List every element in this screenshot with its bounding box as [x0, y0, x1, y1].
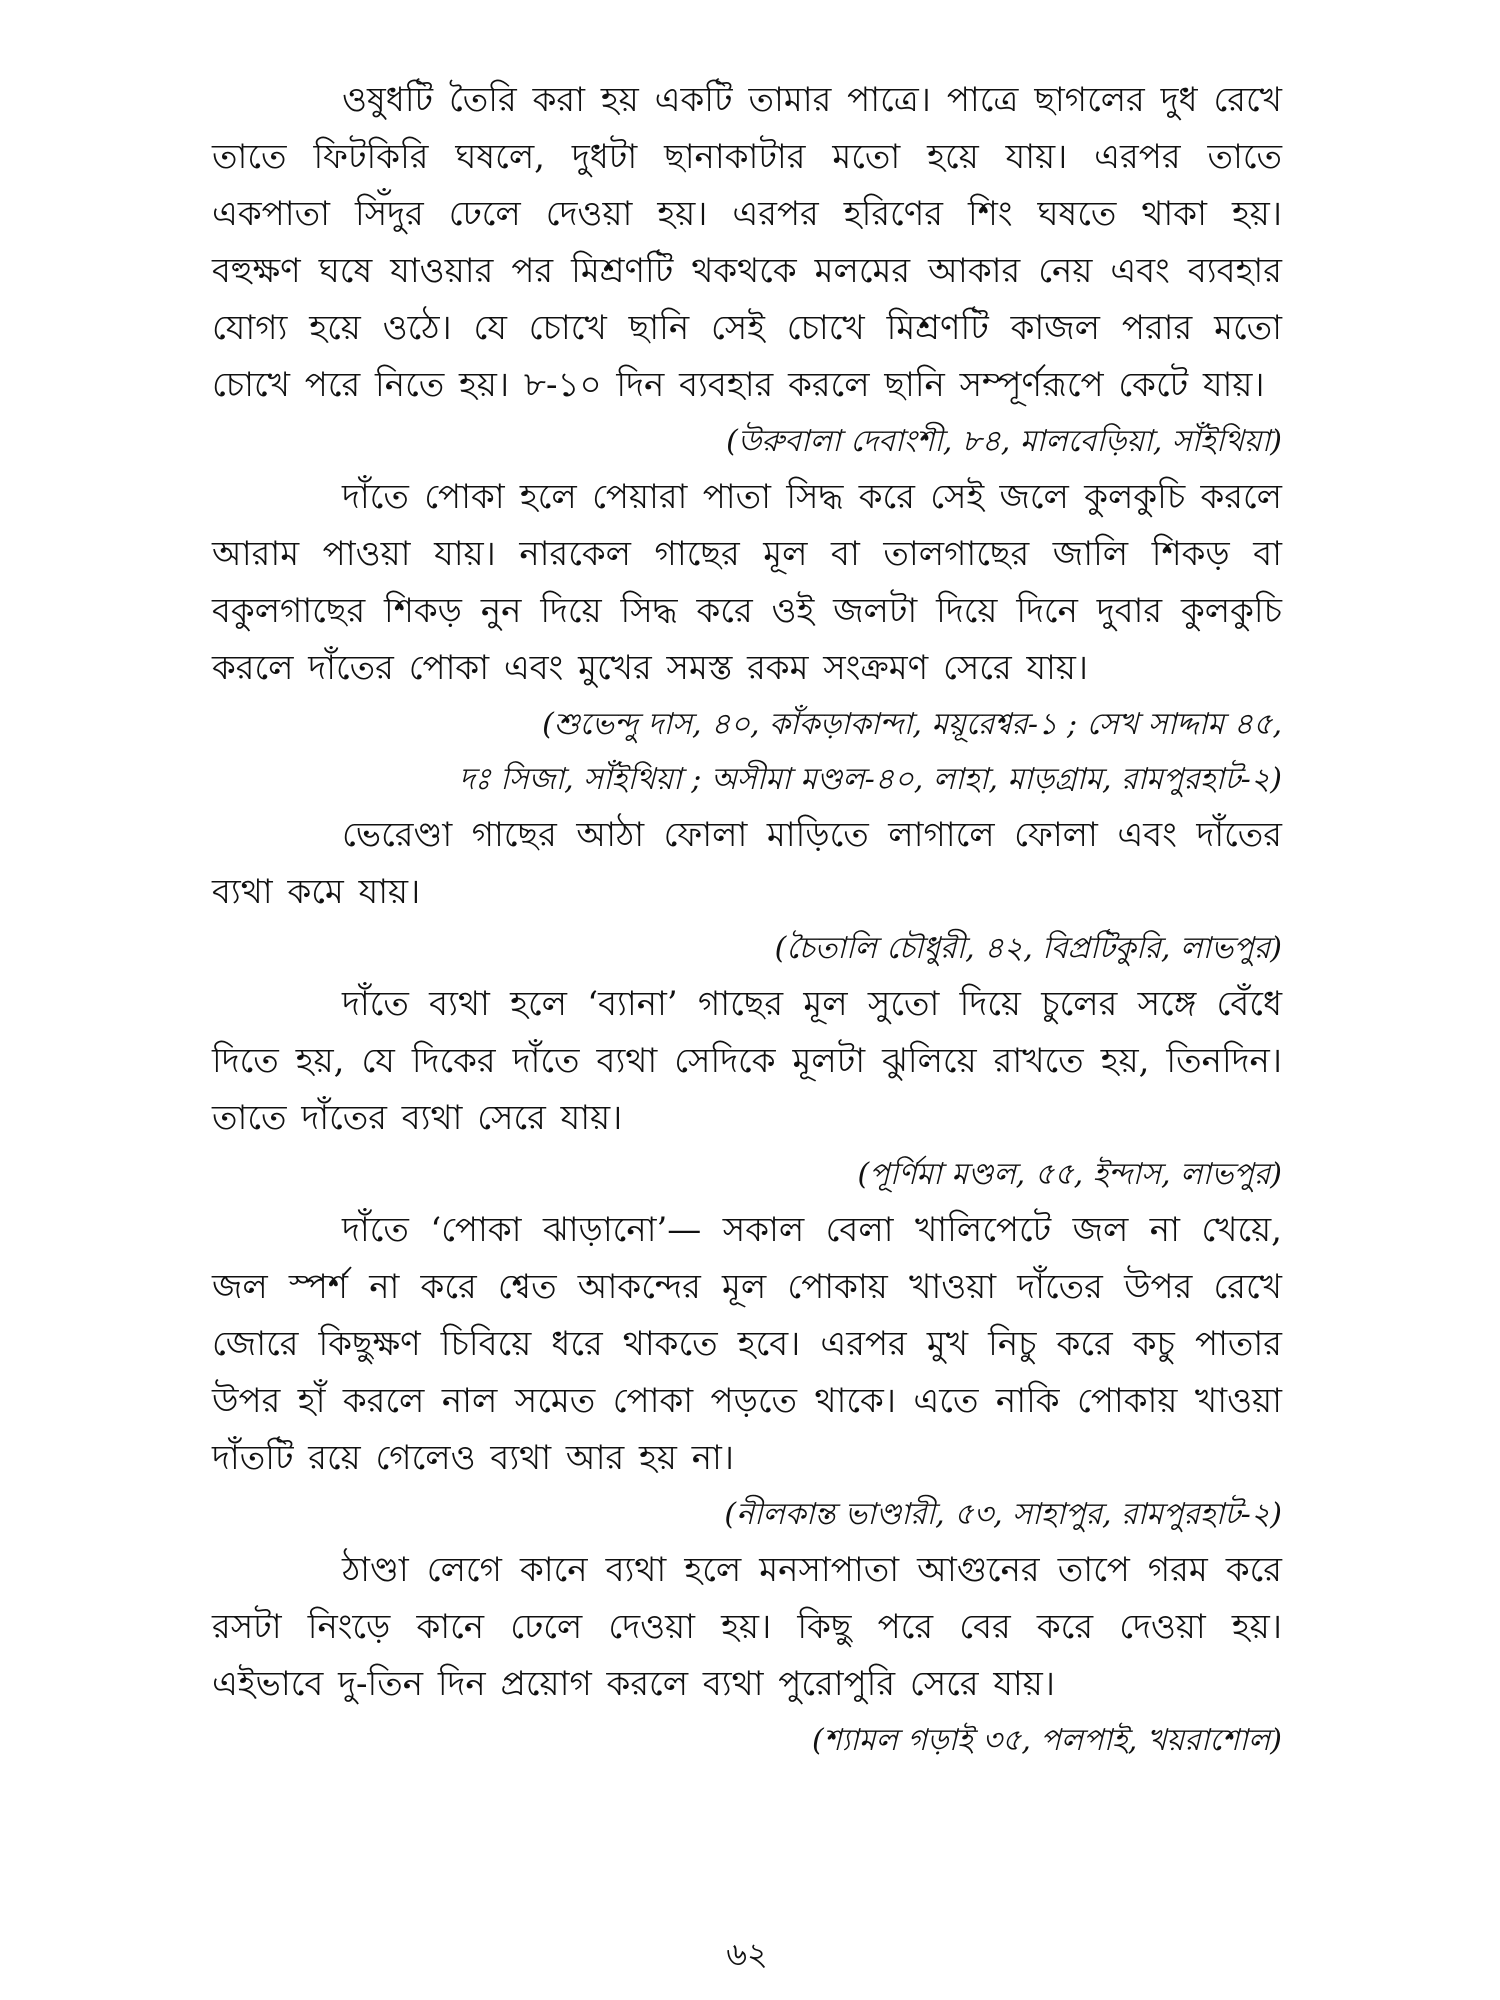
remedy-entry-gum-swelling [212, 807, 1282, 976]
source-citation [212, 1147, 1282, 1202]
remedy-entry-cataract [212, 72, 1282, 469]
citation-line: (চৈতালি চৌধুরী, ৪২, বিপ্রটিকুরি, লাভপুর) [774, 931, 1282, 966]
document-page [212, 72, 1282, 1972]
remedy-paragraph: দাঁতে ব্যথা হলে ‘ব্যানা’ গাছের মূল সুতো দিয়ে চুলের সঙ্গে বেঁধে দিতে হয়, যে দিকের দাঁতে ব্যথা সেদিকে মূলটা ঝুলিয়ে রাখতে হয়, তিনদিন। তাতে দাঁতের ব্যথা সেরে যায়। [212, 984, 1282, 1138]
remedy-paragraph: দাঁতে ‘পোকা ঝাড়ানো’— সকাল বেলা খালিপেটে জল না খেয়ে, জল স্পর্শ না করে শ্বেত আকন্দের মূল পোকায় খাওয়া দাঁতের উপর রেখে জোরে কিছুক্ষণ চিবিয়ে ধরে থাকতে হবে। এরপর মুখ নিচু করে কচু পাতার উপর হাঁ করলে নাল সমেত পোকা পড়তে থাকে। এতে নাকি পোকায় খাওয়া দাঁতটি রয়ে গেলেও ব্যথা আর হয় না। [212, 1210, 1282, 1478]
source-citation [212, 414, 1282, 469]
citation-line: (শুভেন্দু দাস, ৪০, কাঁকড়াকান্দা, ময়ূরেশ্বর-১ ; সেখ সাদ্দাম ৪৫, [542, 707, 1282, 742]
remedy-entry-tooth-worm [212, 469, 1282, 807]
remedy-paragraph: ঠাণ্ডা লেগে কানে ব্যথা হলে মনসাপাতা আগুনের তাপে গরম করে রসটা নিংড়ে কানে ঢেলে দেওয়া হয়। কিছু পরে বের করে দেওয়া হয়। এইভাবে দু-তিন দিন প্রয়োগ করলে ব্যথা পুরোপুরি সেরে যায়। [212, 1550, 1282, 1704]
remedy-entry-toothache-root [212, 976, 1282, 1202]
source-citation [212, 1487, 1282, 1542]
source-citation [212, 697, 1282, 807]
remedy-entry-earache [212, 1542, 1282, 1768]
remedy-paragraph: ভেরেণ্ডা গাছের আঠা ফোলা মাড়িতে লাগালে ফোলা এবং দাঁতের ব্যথা কমে যায়। [212, 815, 1282, 912]
citation-line: (শ্যামল গড়াই ৩৫, পলপাই, খয়রাশোল) [812, 1723, 1282, 1758]
citation-line: (নীলকান্ত ভাণ্ডারী, ৫৩, সাহাপুর, রামপুরহাট-২) [724, 1497, 1282, 1532]
citation-line: (উরুবালা দেবাংশী, ৮৪, মালবেড়িয়া, সাঁইথিয়া) [726, 424, 1282, 459]
source-citation [212, 921, 1282, 976]
remedy-paragraph: দাঁতে পোকা হলে পেয়ারা পাতা সিদ্ধ করে সেই জলে কুলকুচি করলে আরাম পাওয়া যায়। নারকেল গাছের মূল বা তালগাছের জালি শিকড় বা বকুলগাছের শিকড় নুন দিয়ে সিদ্ধ করে ওই জলটা দিয়ে দিনে দুবার কুলকুচি করলে দাঁতের পোকা এবং মুখের সমস্ত রকম সংক্রমণ সেরে যায়। [212, 477, 1282, 688]
remedy-paragraph: ওষুধটি তৈরি করা হয় একটি তামার পাত্রে। পাত্রে ছাগলের দুধ রেখে তাতে ফিটকিরি ঘষলে, দুধটা ছানাকাটার মতো হয়ে যায়। এরপর তাতে একপাতা সিঁদুর ঢেলে দেওয়া হয়। এরপর হরিণের শিং ঘষতে থাকা হয়। বহুক্ষণ ঘষে যাওয়ার পর মিশ্রণটি থকথকে মলমের আকার নেয় এবং ব্যবহার যোগ্য হয়ে ওঠে। যে চোখে ছানি সেই চোখে মিশ্রণটি কাজল পরার মতো চোখে পরে নিতে হয়। ৮-১০ দিন ব্যবহার করলে ছানি সম্পূর্ণরূপে কেটে যায়। [212, 80, 1282, 405]
citation-line: দঃ সিজা, সাঁইথিয়া ; অসীমা মণ্ডল-৪০, লাহা, মাড়গ্রাম, রামপুরহাট-২) [458, 762, 1282, 797]
citation-line: (পূর্ণিমা মণ্ডল, ৫৫, ইন্দাস, লাভপুর) [857, 1157, 1282, 1192]
page-number: ৬২ [726, 1935, 768, 1973]
remedy-entry-worm-removal [212, 1202, 1282, 1542]
source-citation [212, 1713, 1282, 1768]
